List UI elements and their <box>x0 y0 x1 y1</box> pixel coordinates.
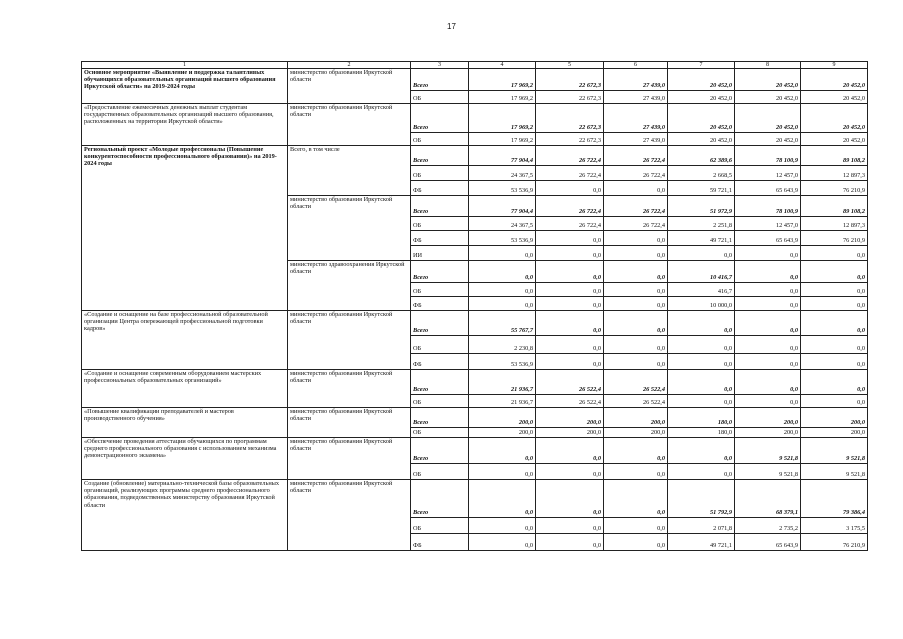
amount-cell: 12 897,3 <box>801 166 868 181</box>
funding-source: ФБ <box>411 181 469 196</box>
funding-source: Всего <box>411 408 469 428</box>
column-header-5: 5 <box>536 62 604 69</box>
table-row <box>82 311 868 336</box>
amount-cell: 0,0 <box>536 231 604 246</box>
responsible-organization: министерство образования Иркутской области <box>288 480 411 551</box>
amount-cell: 26 722,4 <box>536 166 604 181</box>
amount-cell: 0,0 <box>604 534 668 551</box>
amount-cell: 10 416,7 <box>668 261 735 283</box>
amount-cell: 0,0 <box>469 480 536 518</box>
amount-cell: 17 969,2 <box>469 104 536 133</box>
amount-cell: 0,0 <box>536 246 604 261</box>
funding-source: ОБ <box>411 166 469 181</box>
funding-source: ФБ <box>411 231 469 246</box>
amount-cell: 21 936,7 <box>469 370 536 395</box>
amount-cell: 55 767,7 <box>469 311 536 336</box>
amount-cell: 89 108,2 <box>801 146 868 166</box>
amount-cell: 2 668,5 <box>668 166 735 181</box>
amount-cell: 0,0 <box>668 246 735 261</box>
amount-cell: 20 452,0 <box>668 69 735 91</box>
responsible-organization: министерство здравоохранения Иркутской области <box>288 261 411 311</box>
amount-cell: 0,0 <box>604 283 668 297</box>
amount-cell: 27 439,0 <box>604 104 668 133</box>
amount-cell: 0,0 <box>668 370 735 395</box>
amount-cell: 200,0 <box>536 428 604 438</box>
amount-cell: 0,0 <box>801 261 868 283</box>
amount-cell: 0,0 <box>801 297 868 311</box>
responsible-organization: министерство образования Иркутской области <box>288 196 411 261</box>
amount-cell: 0,0 <box>801 283 868 297</box>
amount-cell: 20 452,0 <box>735 133 801 146</box>
amount-cell: 0,0 <box>536 354 604 370</box>
amount-cell: 22 672,3 <box>536 104 604 133</box>
amount-cell: 200,0 <box>469 428 536 438</box>
amount-cell: 0,0 <box>668 438 735 464</box>
responsible-organization: Всего, в том числе <box>288 146 411 196</box>
amount-cell: 26 722,4 <box>604 166 668 181</box>
amount-cell: 0,0 <box>604 354 668 370</box>
header-row <box>82 62 868 69</box>
amount-cell: 416,7 <box>668 283 735 297</box>
table-row <box>82 480 868 518</box>
responsible-organization: министерство образования Иркутской области <box>288 408 411 438</box>
amount-cell: 26 522,4 <box>536 370 604 395</box>
amount-cell: 0,0 <box>604 311 668 336</box>
amount-cell: 10 000,0 <box>668 297 735 311</box>
amount-cell: 77 904,4 <box>469 196 536 217</box>
amount-cell: 0,0 <box>668 354 735 370</box>
amount-cell: 0,0 <box>536 336 604 354</box>
amount-cell: 9 521,8 <box>801 464 868 480</box>
amount-cell: 17 969,2 <box>469 91 536 104</box>
amount-cell: 0,0 <box>801 354 868 370</box>
amount-cell: 0,0 <box>668 311 735 336</box>
amount-cell: 0,0 <box>469 261 536 283</box>
amount-cell: 26 722,4 <box>536 217 604 231</box>
amount-cell: 0,0 <box>469 297 536 311</box>
activity-description: «Создание и оснащение на базе профессиональной образовательной организации Центра опережающей профессиональной подготовки кадров» <box>82 311 288 370</box>
column-header-9: 9 <box>801 62 868 69</box>
amount-cell: 22 672,3 <box>536 91 604 104</box>
amount-cell: 12 457,0 <box>735 217 801 231</box>
amount-cell: 0,0 <box>604 480 668 518</box>
amount-cell: 2 251,8 <box>668 217 735 231</box>
table-row <box>82 146 868 166</box>
amount-cell: 0,0 <box>604 246 668 261</box>
amount-cell: 0,0 <box>604 464 668 480</box>
funding-source: Всего <box>411 438 469 464</box>
amount-cell: 20 452,0 <box>668 133 735 146</box>
responsible-organization: министерство образования Иркутской области <box>288 311 411 370</box>
amount-cell: 0,0 <box>536 480 604 518</box>
amount-cell: 65 643,9 <box>735 231 801 246</box>
activity-description: Создание (обновление) материально-технической базы образовательных организаций, реализующих программы среднего профессионального образования, подведомственных министерству образования Иркутской области <box>82 480 288 551</box>
amount-cell: 200,0 <box>469 408 536 428</box>
funding-source: ОБ <box>411 395 469 408</box>
budget-table <box>81 61 868 551</box>
amount-cell: 200,0 <box>801 408 868 428</box>
amount-cell: 65 643,9 <box>735 181 801 196</box>
funding-source: Всего <box>411 196 469 217</box>
amount-cell: 65 643,9 <box>735 534 801 551</box>
amount-cell: 2 230,8 <box>469 336 536 354</box>
funding-source: Всего <box>411 311 469 336</box>
activity-description: Основное мероприятие «Выявление и поддержка талантливых обучающихся образовательных организаций высшего образования Иркутской области» на 2019-2024 годы <box>82 69 288 104</box>
amount-cell: 22 672,3 <box>536 133 604 146</box>
amount-cell: 12 897,3 <box>801 217 868 231</box>
amount-cell: 2 735,2 <box>735 518 801 534</box>
amount-cell: 0,0 <box>604 518 668 534</box>
amount-cell: 0,0 <box>469 518 536 534</box>
amount-cell: 0,0 <box>735 354 801 370</box>
amount-cell: 26 722,4 <box>604 146 668 166</box>
amount-cell: 24 367,5 <box>469 217 536 231</box>
funding-source: ОБ <box>411 133 469 146</box>
amount-cell: 53 536,9 <box>469 231 536 246</box>
amount-cell: 89 108,2 <box>801 196 868 217</box>
amount-cell: 0,0 <box>668 395 735 408</box>
amount-cell: 0,0 <box>604 231 668 246</box>
amount-cell: 20 452,0 <box>735 91 801 104</box>
amount-cell: 20 452,0 <box>801 91 868 104</box>
amount-cell: 0,0 <box>735 311 801 336</box>
funding-source: ОБ <box>411 217 469 231</box>
table-row <box>82 104 868 133</box>
column-header-7: 7 <box>668 62 735 69</box>
funding-source: Всего <box>411 104 469 133</box>
amount-cell: 20 452,0 <box>735 104 801 133</box>
amount-cell: 0,0 <box>536 518 604 534</box>
amount-cell: 27 439,0 <box>604 69 668 91</box>
activity-description: «Предоставление ежемесячных денежных выплат студентам государственных образовательных организаций высшего образования, расположенных на территории Иркутской области» <box>82 104 288 146</box>
amount-cell: 0,0 <box>536 311 604 336</box>
amount-cell: 0,0 <box>801 395 868 408</box>
amount-cell: 26 722,4 <box>536 146 604 166</box>
amount-cell: 9 521,8 <box>735 438 801 464</box>
funding-source: Всего <box>411 370 469 395</box>
column-header-2: 2 <box>288 62 411 69</box>
amount-cell: 21 936,7 <box>469 395 536 408</box>
amount-cell: 27 439,0 <box>604 133 668 146</box>
amount-cell: 26 722,4 <box>536 196 604 217</box>
funding-source: ИИ <box>411 246 469 261</box>
amount-cell: 0,0 <box>604 181 668 196</box>
funding-source: Всего <box>411 480 469 518</box>
funding-source: Всего <box>411 261 469 283</box>
funding-source: Всего <box>411 146 469 166</box>
amount-cell: 20 452,0 <box>801 69 868 91</box>
funding-source: ОБ <box>411 428 469 438</box>
amount-cell: 26 522,4 <box>536 395 604 408</box>
amount-cell: 0,0 <box>604 438 668 464</box>
amount-cell: 12 457,0 <box>735 166 801 181</box>
amount-cell: 20 452,0 <box>735 69 801 91</box>
funding-source: ОБ <box>411 283 469 297</box>
amount-cell: 180,0 <box>668 428 735 438</box>
amount-cell: 78 100,9 <box>735 196 801 217</box>
amount-cell: 53 536,9 <box>469 181 536 196</box>
amount-cell: 76 210,9 <box>801 181 868 196</box>
amount-cell: 20 452,0 <box>668 104 735 133</box>
amount-cell: 0,0 <box>735 395 801 408</box>
activity-description: Региональный проект «Молодые профессионалы (Повышение конкурентоспособности профессионального образования)» на 2019-2024 годы <box>82 146 288 311</box>
amount-cell: 0,0 <box>469 534 536 551</box>
column-header-3: 3 <box>411 62 469 69</box>
amount-cell: 76 210,9 <box>801 231 868 246</box>
amount-cell: 0,0 <box>536 283 604 297</box>
amount-cell: 0,0 <box>536 297 604 311</box>
amount-cell: 20 452,0 <box>801 133 868 146</box>
amount-cell: 49 721,1 <box>668 534 735 551</box>
amount-cell: 0,0 <box>536 261 604 283</box>
amount-cell: 0,0 <box>668 336 735 354</box>
table-row <box>82 438 868 464</box>
funding-source: ОБ <box>411 336 469 354</box>
amount-cell: 26 522,4 <box>604 395 668 408</box>
column-header-4: 4 <box>469 62 536 69</box>
amount-cell: 76 210,9 <box>801 534 868 551</box>
amount-cell: 20 452,0 <box>801 104 868 133</box>
funding-source: ФБ <box>411 534 469 551</box>
table-row <box>82 370 868 395</box>
amount-cell: 24 367,5 <box>469 166 536 181</box>
funding-source: ОБ <box>411 464 469 480</box>
amount-cell: 51 792,9 <box>668 480 735 518</box>
column-header-1: 1 <box>82 62 288 69</box>
activity-description: «Обеспечение проведения аттестации обучающихся по программам среднего профессионального образования с использованием механизма демонстрационного экзамена» <box>82 438 288 480</box>
amount-cell: 0,0 <box>735 283 801 297</box>
amount-cell: 0,0 <box>801 246 868 261</box>
amount-cell: 0,0 <box>735 336 801 354</box>
column-header-6: 6 <box>604 62 668 69</box>
responsible-organization: министерство образования Иркутской области <box>288 438 411 480</box>
amount-cell: 200,0 <box>604 408 668 428</box>
table-row <box>82 69 868 91</box>
funding-source: ФБ <box>411 354 469 370</box>
table-row <box>82 408 868 428</box>
amount-cell: 200,0 <box>801 428 868 438</box>
funding-source: ФБ <box>411 297 469 311</box>
amount-cell: 17 969,2 <box>469 133 536 146</box>
amount-cell: 200,0 <box>735 408 801 428</box>
amount-cell: 200,0 <box>536 408 604 428</box>
amount-cell: 0,0 <box>469 283 536 297</box>
amount-cell: 49 721,1 <box>668 231 735 246</box>
amount-cell: 0,0 <box>469 246 536 261</box>
amount-cell: 0,0 <box>536 464 604 480</box>
funding-source: Всего <box>411 69 469 91</box>
amount-cell: 0,0 <box>668 464 735 480</box>
amount-cell: 62 389,6 <box>668 146 735 166</box>
page-number: 17 <box>447 22 456 31</box>
amount-cell: 3 175,5 <box>801 518 868 534</box>
amount-cell: 26 522,4 <box>604 370 668 395</box>
amount-cell: 9 521,8 <box>735 464 801 480</box>
funding-source: ОБ <box>411 518 469 534</box>
amount-cell: 0,0 <box>469 464 536 480</box>
amount-cell: 2 071,8 <box>668 518 735 534</box>
amount-cell: 0,0 <box>469 438 536 464</box>
amount-cell: 22 672,3 <box>536 69 604 91</box>
amount-cell: 26 722,4 <box>604 217 668 231</box>
amount-cell: 180,0 <box>668 408 735 428</box>
amount-cell: 0,0 <box>801 336 868 354</box>
amount-cell: 0,0 <box>801 370 868 395</box>
amount-cell: 20 452,0 <box>668 91 735 104</box>
amount-cell: 0,0 <box>604 297 668 311</box>
amount-cell: 0,0 <box>604 336 668 354</box>
activity-description: «Создание и оснащение современным оборудованием мастерских профессиональных образовательных организаций» <box>82 370 288 408</box>
amount-cell: 200,0 <box>604 428 668 438</box>
amount-cell: 27 439,0 <box>604 91 668 104</box>
funding-source: ОБ <box>411 91 469 104</box>
amount-cell: 78 100,9 <box>735 146 801 166</box>
amount-cell: 0,0 <box>801 311 868 336</box>
activity-description: «Повышение квалификации преподавателей и мастеров производственного обучения» <box>82 408 288 438</box>
amount-cell: 0,0 <box>536 181 604 196</box>
amount-cell: 0,0 <box>604 261 668 283</box>
amount-cell: 0,0 <box>735 297 801 311</box>
amount-cell: 51 972,9 <box>668 196 735 217</box>
responsible-organization: министерство образования Иркутской области <box>288 69 411 104</box>
responsible-organization: министерство образования Иркутской области <box>288 104 411 146</box>
amount-cell: 9 521,8 <box>801 438 868 464</box>
amount-cell: 68 379,1 <box>735 480 801 518</box>
amount-cell: 79 386,4 <box>801 480 868 518</box>
amount-cell: 17 969,2 <box>469 69 536 91</box>
amount-cell: 200,0 <box>735 428 801 438</box>
amount-cell: 26 722,4 <box>604 196 668 217</box>
amount-cell: 0,0 <box>735 370 801 395</box>
amount-cell: 77 904,4 <box>469 146 536 166</box>
amount-cell: 53 536,9 <box>469 354 536 370</box>
amount-cell: 0,0 <box>536 438 604 464</box>
amount-cell: 0,0 <box>536 534 604 551</box>
column-header-8: 8 <box>735 62 801 69</box>
responsible-organization: министерство образования Иркутской области <box>288 370 411 408</box>
amount-cell: 0,0 <box>735 246 801 261</box>
amount-cell: 59 721,1 <box>668 181 735 196</box>
amount-cell: 0,0 <box>735 261 801 283</box>
